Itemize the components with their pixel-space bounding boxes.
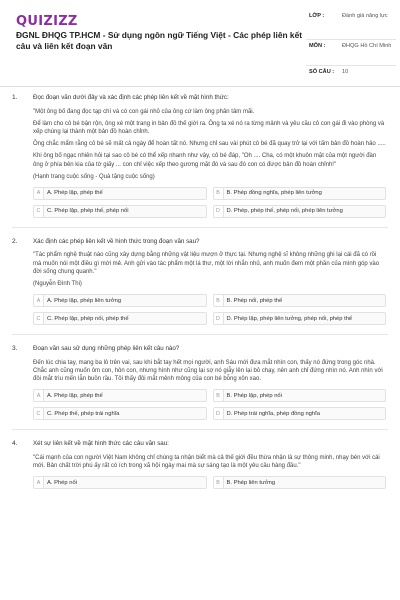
- question-divider: [12, 227, 388, 228]
- passage-source: (Hạnh trang cuộc sống - Quà tặng cuộc sống): [33, 173, 155, 180]
- option-text: B. Phép lặp, phép nối: [226, 392, 282, 399]
- answer-options: [33, 476, 386, 489]
- answer-options: [33, 389, 386, 420]
- meta-row-question-count: [306, 66, 396, 80]
- option-text: C. Phép lặp, phép thế, phép nối: [47, 208, 129, 215]
- answer-option-d[interactable]: [213, 312, 387, 325]
- answer-option-d[interactable]: [213, 407, 387, 420]
- meta-value: ĐHQG Hồ Chí Minh: [342, 43, 392, 49]
- question-prompt: Đoạn văn sau sử dụng những phép liên kết câu nào?: [33, 345, 180, 353]
- answer-option-b[interactable]: [213, 389, 387, 402]
- option-letter: A: [34, 295, 44, 306]
- passage-paragraph: Khi ông bố ngạc nhiên hỏi tại sao cô bé có thể xếp nhanh như vậy, cô bé đáp, "Oh .... Cha, có một khuôn mặt của một người đàn ông ở phía bên kia của tờ giấy ... con chỉ việc xếp theo gương mặt đó và sau đó con có được bản đồ hoàn chỉnh!": [33, 153, 377, 168]
- option-text: B. Phép đồng nghĩa, phép liên tưởng: [226, 190, 322, 197]
- option-letter: D: [214, 408, 224, 419]
- question-prompt: Xác định các phép liên kết về hình thức trong đoạn văn sau?: [33, 237, 200, 245]
- option-text: A. Phép lặp, phép thế: [47, 190, 103, 197]
- option-letter: B: [214, 295, 224, 306]
- question-prompt: Đọc đoạn văn dưới đây và xác định các phép liên kết về mặt hình thức:: [33, 94, 229, 101]
- answer-option-b[interactable]: [213, 476, 387, 489]
- question-number: 2.: [12, 237, 18, 245]
- question-passage: [33, 108, 386, 181]
- meta-value: Đánh giá năng lực: [342, 13, 388, 19]
- option-letter: D: [214, 206, 224, 217]
- option-letter: B: [214, 477, 224, 488]
- option-text: D. Phép lặp, phép liên tưởng, phép nối, phép thế: [226, 315, 353, 322]
- answer-option-a[interactable]: [33, 187, 207, 200]
- option-letter: C: [34, 206, 44, 217]
- question-passage: [33, 251, 386, 288]
- passage-paragraph: "Một ông bố đang đọc tạp chí và có con gái nhỏ của ông cứ làm ông phân tâm mãi.: [33, 108, 255, 115]
- option-letter: C: [34, 408, 44, 419]
- question-passage: [33, 359, 386, 384]
- question-passage: [33, 454, 386, 470]
- question-divider: [12, 429, 388, 430]
- worksheet-title: ĐGNL ĐHQG TP.HCM - Sử dụng ngôn ngữ Tiếng Việt - Các phép liên kết câu và liên kết đoạn văn: [16, 30, 303, 51]
- question-list: [0, 94, 400, 489]
- answer-options: [33, 294, 386, 325]
- passage-paragraph: Đến lúc chia tay, mang ba lô trên vai, sau khi bắt tay hết mọi người, anh Sáu mới đưa mắt nhìn con, thấy nó đứng trong góc nhà. Chắc anh cũng muốn ôm con, hôn con, nhưng hình như cũng lại sợ nó giẫy lên lại bỏ chạy, nên anh chỉ đứng nhìn nó. Anh nhìn với đôi mắt trìu mến lẫn buồn rầu. Tôi thấy đôi mắt mênh mông của con bé bỗng xôn xao.: [33, 359, 383, 383]
- answer-option-c[interactable]: [33, 205, 207, 218]
- question-number: 4.: [12, 440, 18, 448]
- option-letter: B: [214, 188, 224, 199]
- question-4: [0, 440, 400, 489]
- answer-option-c[interactable]: [33, 407, 207, 420]
- passage-paragraph: Để làm cho cô bé bận rộn, ông xé một trang in bản đồ thế giới ra. Ông ta xé nó ra từng mảnh và yêu cầu cô con gái đi vào phòng và xếp chúng lại thành một bản đồ hoàn chỉnh.: [33, 120, 385, 135]
- answer-options: [33, 187, 386, 218]
- option-text: A. Phép nối: [47, 479, 77, 486]
- option-letter: C: [34, 313, 44, 324]
- option-text: D. Phép, phép thế, phép nối, phép liên tưởng: [226, 208, 343, 215]
- option-text: C. Phép lặp, phép nối, phép thế: [47, 315, 129, 322]
- answer-option-d[interactable]: [213, 205, 387, 218]
- passage-paragraph: "Tác phẩm nghệ thuật nào cũng xây dựng bằng những vật liệu mượn ở thực tại. Nhưng nghệ sĩ không những ghi lại cái đã có rồi mà muốn nói một điều gì mới mẻ. Anh gửi vào tác phẩm một lá thư, một lời nhắn nhủ, anh muốn đem một phần của mình góp vào đời sống chung quanh.": [33, 252, 380, 275]
- header-divider: [0, 86, 400, 87]
- meta-key: SỐ CÂU :: [309, 69, 335, 75]
- passage-paragraph: Ông chắc mẩm rằng cô bé sẽ mất cả ngày để hoàn tất nó. Nhưng chỉ sau vài phút cô bé đã quay trở lại với tấm bản đồ hoàn hảo .....: [33, 141, 386, 148]
- option-text: A. Phép lặp, phép thế: [47, 392, 103, 399]
- answer-option-a[interactable]: [33, 294, 207, 307]
- meta-row-subject: [306, 40, 396, 66]
- passage-source: (Nguyễn Đình Thi): [33, 281, 82, 288]
- answer-option-b[interactable]: [213, 294, 387, 307]
- worksheet-header: [0, 0, 400, 86]
- question-divider: [12, 334, 388, 335]
- passage-paragraph: "Cái mạnh của con người Việt Nam không chỉ chúng ta nhận biết mà cả thế giới đều thừa nhận là sự thông minh, nhạy bén với cái mới. Bản chất trời phú ấy rất có ích trong xã hội ngày mai mà sự sáng tạo là một yêu cầu hàng đầu.": [33, 454, 380, 470]
- meta-row-class: [306, 10, 396, 40]
- question-number: 1.: [12, 94, 18, 101]
- option-text: B. Phép nối, phép thế: [226, 297, 283, 304]
- option-text: A. Phép lặp, phép liên tưởng: [47, 297, 122, 304]
- question-prompt: Xét sự liên kết về mặt hình thức các câu văn sau:: [33, 440, 169, 448]
- option-letter: A: [34, 390, 44, 401]
- question-3: [0, 345, 400, 420]
- option-letter: A: [34, 188, 44, 199]
- answer-option-c[interactable]: [33, 312, 207, 325]
- question-number: 3.: [12, 345, 18, 353]
- meta-value: 10: [342, 69, 349, 75]
- worksheet-meta-table: [306, 10, 396, 80]
- option-text: C. Phép thế, phép trái nghĩa: [47, 410, 120, 417]
- option-letter: D: [214, 313, 224, 324]
- option-letter: B: [214, 390, 224, 401]
- answer-option-a[interactable]: [33, 389, 207, 402]
- answer-option-b[interactable]: [213, 187, 387, 200]
- option-letter: A: [34, 477, 44, 488]
- option-text: D. Phép trái nghĩa, phép đồng nghĩa: [226, 410, 320, 417]
- question-1: [0, 94, 400, 218]
- answer-option-a[interactable]: [33, 476, 207, 489]
- quizizz-logo: QUIZIZZ: [16, 14, 78, 29]
- meta-key: MÔN :: [309, 43, 326, 49]
- option-text: B. Phép liên tưởng: [226, 479, 276, 486]
- question-2: [0, 238, 400, 325]
- meta-key: LỚP :: [309, 13, 325, 19]
